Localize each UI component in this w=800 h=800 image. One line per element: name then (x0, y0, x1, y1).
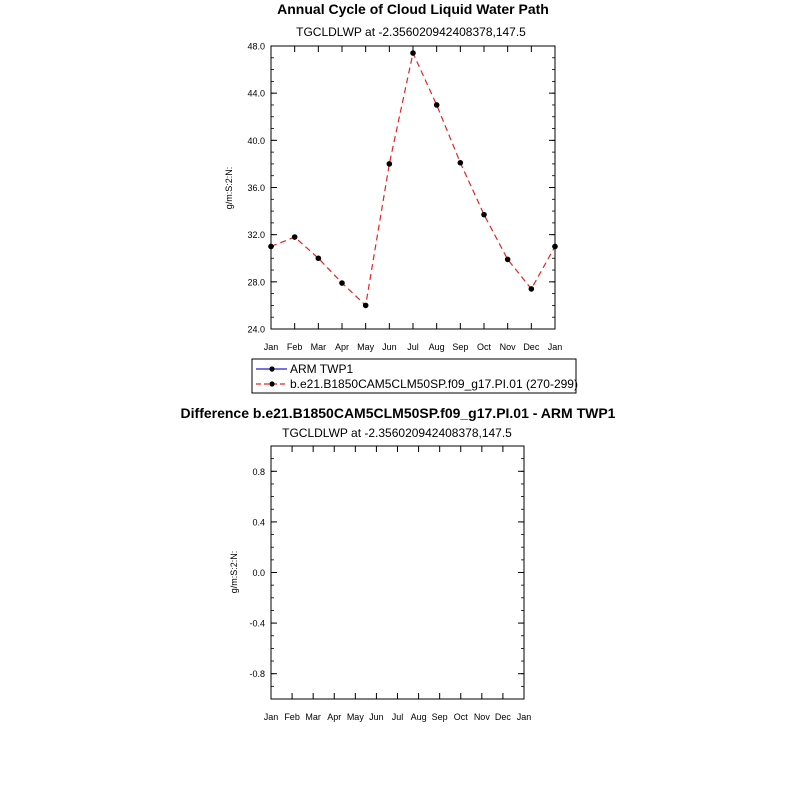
chart1-ytick-label: 40.0 (247, 135, 265, 146)
chart1-series2-point (387, 161, 393, 167)
chart2-frame (271, 446, 524, 699)
chart1-title: Annual Cycle of Cloud Liquid Water Path (277, 1, 549, 17)
chart2-xtick-label: Feb (284, 712, 300, 722)
chart1-ytick-label: 44.0 (247, 88, 265, 99)
chart1-xtick-label: Aug (428, 342, 445, 352)
chart1-xtick-label: Apr (334, 342, 350, 352)
chart1-series2-point (363, 303, 369, 309)
chart1-ytick-label: 32.0 (247, 230, 265, 241)
chart1-series2-point (292, 234, 298, 240)
chart1-ylabel: g/m:S:2:N: (224, 166, 234, 210)
chart1-ytick-label: 48.0 (247, 41, 265, 52)
chart2-ylabel: g/m:S:2:N: (229, 550, 239, 594)
chart1-xtick-label: May (357, 342, 375, 352)
chart1-series2-point (529, 286, 535, 292)
chart1-series2-line (271, 53, 555, 305)
chart1-legend (252, 359, 578, 393)
chart2-xtick-label: Dec (494, 712, 511, 722)
chart2-xtick-label: Jan (263, 712, 279, 722)
chart2-title: Difference b.e21.B1850CAM5CLM50SP.f09_g17.PI.01 - ARM TWP1 (180, 405, 616, 421)
chart2-xtick-label: May (346, 712, 364, 722)
chart2-ytick-label: 0.8 (252, 466, 265, 477)
chart1-series2-point (316, 255, 322, 261)
chart1-xtick-label: Sep (452, 342, 469, 352)
chart1-series2-point (268, 244, 274, 250)
chart1-xtick-label: Dec (523, 342, 540, 352)
chart2-xtick-label: Oct (453, 712, 468, 722)
chart1-plot (247, 42, 562, 353)
chart1-series2-point (505, 257, 511, 263)
legend-series1-label: ARM TWP1 (290, 362, 354, 376)
chart2-xtick-label: Mar (305, 712, 321, 722)
chart2-ytick-label: -0.4 (249, 618, 265, 629)
chart1-xtick-label: Oct (476, 342, 492, 352)
chart1-series2-point (458, 160, 464, 166)
chart2-xtick-label: Sep (431, 712, 448, 722)
chart1-series2-point (339, 280, 345, 286)
chart1-series2-point (410, 50, 416, 56)
chart2-ytick-label: 0.4 (252, 517, 265, 528)
legend-series2-marker (269, 381, 274, 386)
chart1-xtick-label: Jan (547, 342, 563, 352)
legend-series2-label: b.e21.B1850CAM5CLM50SP.f09_g17.PI.01 (270-299) (290, 377, 578, 391)
chart1-frame (271, 46, 555, 329)
chart1-xtick-label: Jun (382, 342, 397, 352)
chart1-xtick-label: Feb (286, 342, 303, 352)
chart2-ytick-label: 0.0 (252, 568, 265, 578)
chart2-xtick-label: Aug (410, 712, 427, 722)
chart2-xtick-label: Apr (327, 712, 342, 722)
chart2-subtitle: TGCLDLWP at -2.356020942408378,147.5 (282, 426, 512, 440)
chart1-subtitle: TGCLDLWP at -2.356020942408378,147.5 (296, 25, 526, 39)
legend-series1-marker (269, 366, 274, 371)
chart1-xtick-label: Jan (263, 342, 279, 352)
chart1-xtick-label: Nov (499, 342, 516, 352)
chart2-xtick-label: Jun (369, 712, 384, 722)
chart2-xtick-label: Nov (473, 712, 490, 722)
chart1-ytick-label: 28.0 (247, 277, 265, 288)
chart2-xtick-label: Jan (516, 712, 532, 722)
chart2-plot (249, 446, 531, 722)
chart1-xtick-label: Jul (407, 342, 419, 352)
chart1-ytick-label: 24.0 (247, 324, 265, 335)
chart1-series2-point (481, 212, 487, 218)
chart1-series2-point (552, 244, 558, 250)
chart1-series2-point (434, 102, 440, 108)
chart1-ytick-label: 36.0 (247, 183, 265, 193)
chart2-ytick-label: -0.8 (249, 669, 265, 680)
chart2-xtick-label: Jul (391, 712, 404, 722)
chart1-xtick-label: Mar (310, 342, 327, 352)
